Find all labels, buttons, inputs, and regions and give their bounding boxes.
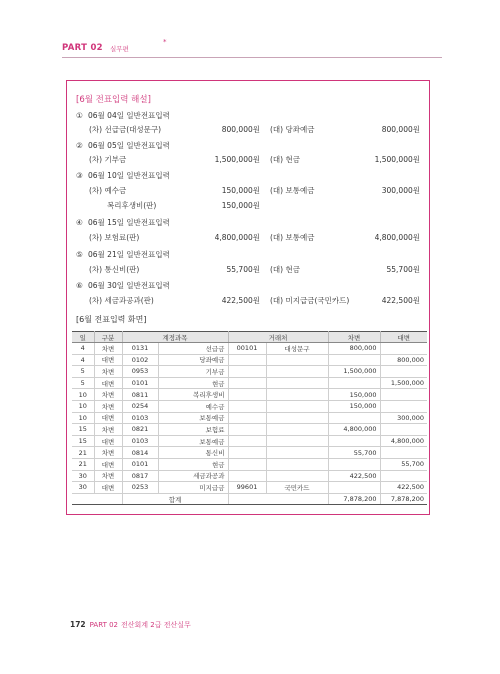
table-cell: 4,800,000	[328, 424, 380, 436]
table-cell: 5	[72, 377, 94, 389]
table-total-row	[72, 493, 427, 505]
table-cell: 차변	[94, 447, 122, 459]
table-cell	[266, 447, 328, 459]
table-cell: 21	[72, 447, 94, 459]
table-cell	[266, 470, 328, 482]
table-cell: 차변	[94, 343, 122, 355]
table-cell: 300,000	[380, 412, 427, 424]
table-cell: 대성문구	[266, 343, 328, 355]
entry-3-credit-amt: 300,000원	[381, 186, 420, 195]
table-cell: 보험료	[158, 424, 228, 436]
entry-2-credit-amt: 1,500,000원	[374, 155, 420, 164]
table-cell: 800,000	[328, 343, 380, 355]
table-cell	[380, 400, 427, 412]
entry-1-debit-amt: 800,000원	[221, 125, 260, 134]
table-cell: 00101	[228, 343, 266, 355]
table-cell	[228, 389, 266, 401]
table-cell: 99601	[228, 482, 266, 494]
table-cell: 15	[72, 435, 94, 447]
table-cell: 0103	[122, 435, 158, 447]
table-cell: 4	[72, 343, 94, 355]
table-cell: 0101	[122, 458, 158, 470]
table-cell	[266, 389, 328, 401]
entry-6-title: ⑥ 06월 30일 일반전표입력	[76, 281, 170, 290]
entry-3-debit-amt-2: 150,000원	[221, 201, 260, 210]
table-cell: 0103	[122, 412, 158, 424]
table-cell	[228, 470, 266, 482]
table-cell: 150,000	[328, 400, 380, 412]
table-cell: 대변	[94, 412, 122, 424]
part-subtitle: 실무편	[110, 45, 129, 53]
entry-1-credit-amt: 800,000원	[381, 125, 420, 134]
table-cell	[380, 470, 427, 482]
entry-6-credit-acct: (대) 미지급금(국민카드)	[270, 296, 350, 305]
col-debit: 차변	[328, 332, 380, 343]
entry-5-debit-acct: (차) 통신비(판)	[89, 265, 140, 274]
table-cell	[266, 424, 328, 436]
entry-5-debit-amt: 55,700원	[226, 265, 260, 274]
table-row	[72, 424, 427, 436]
table-cell: 21	[72, 458, 94, 470]
table-cell	[266, 377, 328, 389]
table-cell: 0131	[122, 343, 158, 355]
table-row	[72, 377, 427, 389]
entry-4-title: ④ 06월 15일 일반전표입력	[76, 218, 170, 227]
table-cell: 국민카드	[266, 482, 328, 494]
table-cell: 차변	[94, 366, 122, 378]
header-rule	[62, 57, 442, 58]
table-row	[72, 354, 427, 366]
table-row	[72, 343, 427, 355]
table-cell: 30	[72, 482, 94, 494]
table-row	[72, 412, 427, 424]
table-cell	[328, 458, 380, 470]
total-label: 합계	[122, 493, 228, 505]
table-cell: 미지급금	[158, 482, 228, 494]
table-row	[72, 366, 427, 378]
table-cell	[228, 493, 328, 505]
table-cell: 15	[72, 424, 94, 436]
table-cell: 대변	[94, 458, 122, 470]
table-cell	[266, 435, 328, 447]
table-cell: 차변	[94, 400, 122, 412]
table-cell	[266, 400, 328, 412]
table-cell: 현금	[158, 458, 228, 470]
table-cell: 1,500,000	[328, 366, 380, 378]
table-cell	[228, 458, 266, 470]
part-label: PART 02	[62, 43, 103, 53]
entry-6-debit-acct: (차) 세금과공과(판)	[89, 296, 154, 305]
table-row	[72, 389, 427, 401]
entry-5-credit-amt: 55,700원	[386, 265, 420, 274]
footer-title: 전산회계 2급 전산실무	[120, 621, 191, 629]
table-cell	[228, 354, 266, 366]
table-cell: 10	[72, 412, 94, 424]
table-cell	[328, 435, 380, 447]
header-mark: *	[163, 38, 167, 46]
footer-part: PART 02	[89, 621, 118, 629]
entry-4-debit-amt: 4,800,000원	[214, 233, 260, 242]
table-cell	[266, 412, 328, 424]
table-cell	[72, 493, 122, 505]
entry-3-credit-acct: (대) 보통예금	[270, 186, 315, 195]
table-cell: 0102	[122, 354, 158, 366]
page-header	[62, 38, 442, 57]
table-cell: 10	[72, 389, 94, 401]
table-cell: 대변	[94, 482, 122, 494]
table-cell: 150,000	[328, 389, 380, 401]
table-cell: 800,000	[380, 354, 427, 366]
table-cell	[328, 354, 380, 366]
table-cell: 현금	[158, 377, 228, 389]
table-cell: 0253	[122, 482, 158, 494]
entry-4-debit-acct: (차) 보험료(판)	[89, 233, 140, 242]
table-cell	[228, 447, 266, 459]
table-cell	[228, 424, 266, 436]
entry-2-title: ② 06월 05일 일반전표입력	[76, 141, 170, 150]
table-cell: 4,800,000	[380, 435, 427, 447]
table-cell	[228, 377, 266, 389]
table-cell	[328, 412, 380, 424]
table-cell	[380, 424, 427, 436]
table-cell: 0254	[122, 400, 158, 412]
table-header-row	[72, 332, 427, 343]
table-cell: 세금과공과	[158, 470, 228, 482]
table-cell	[328, 482, 380, 494]
table-cell: 선급금	[158, 343, 228, 355]
table-cell: 55,700	[380, 458, 427, 470]
table-cell	[380, 366, 427, 378]
table-cell: 보통예금	[158, 435, 228, 447]
table-cell: 422,500	[328, 470, 380, 482]
col-account: 계정과목	[122, 332, 228, 343]
entry-3-debit-amt: 150,000원	[221, 186, 260, 195]
entry-1-title: ① 06월 04일 일반전표입력	[76, 111, 170, 120]
table-cell: 예수금	[158, 400, 228, 412]
section-title: [6월 전표입력 해설]	[76, 95, 151, 105]
table-cell: 0811	[122, 389, 158, 401]
entry-1-debit-acct: (차) 선급금(대성문구)	[89, 125, 162, 134]
entry-6-credit-amt: 422,500원	[381, 296, 420, 305]
table-row	[72, 470, 427, 482]
table-cell: 0817	[122, 470, 158, 482]
table-cell	[266, 458, 328, 470]
table-cell: 5	[72, 366, 94, 378]
table-cell: 대변	[94, 435, 122, 447]
table-cell: 대변	[94, 354, 122, 366]
table-cell	[228, 435, 266, 447]
table-cell: 422,500	[380, 482, 427, 494]
table-cell	[328, 377, 380, 389]
table-cell	[266, 366, 328, 378]
table-row	[72, 435, 427, 447]
table-row	[72, 400, 427, 412]
table-cell: 1,500,000	[380, 377, 427, 389]
table-row	[72, 482, 427, 494]
table-cell: 차변	[94, 470, 122, 482]
entry-2-debit-acct: (차) 기부금	[89, 155, 127, 164]
table-cell: 30	[72, 470, 94, 482]
table-cell: 0101	[122, 377, 158, 389]
table-row	[72, 447, 427, 459]
table-cell	[380, 389, 427, 401]
table-cell: 차변	[94, 424, 122, 436]
total-debit: 7,878,200	[328, 493, 380, 505]
entry-3-debit-acct: (차) 예수금	[89, 186, 127, 195]
table-cell	[228, 412, 266, 424]
col-type: 구분	[94, 332, 122, 343]
entry-5-title: ⑤ 06월 21일 일반전표입력	[76, 250, 170, 259]
col-partner: 거래처	[228, 332, 328, 343]
entry-6-debit-amt: 422,500원	[221, 296, 260, 305]
entry-2-credit-acct: (대) 현금	[270, 155, 300, 164]
entry-4-credit-amt: 4,800,000원	[374, 233, 420, 242]
table-cell: 복리후생비	[158, 389, 228, 401]
journal-table	[72, 331, 427, 505]
table-cell: 4	[72, 354, 94, 366]
table-cell: 보통예금	[158, 412, 228, 424]
table-cell: 55,700	[328, 447, 380, 459]
entry-3-debit-acct-2: 복리후생비(판)	[107, 201, 157, 210]
col-credit: 대변	[380, 332, 427, 343]
entry-5-credit-acct: (대) 현금	[270, 265, 300, 274]
table-cell: 0821	[122, 424, 158, 436]
entry-3-title: ③ 06월 10일 일반전표입력	[76, 171, 170, 180]
table-cell	[228, 366, 266, 378]
table-cell: 당좌예금	[158, 354, 228, 366]
table-title: [6월 전표입력 화면]	[76, 315, 147, 324]
table-cell: 10	[72, 400, 94, 412]
table-cell	[380, 343, 427, 355]
entry-2-debit-amt: 1,500,000원	[214, 155, 260, 164]
table-cell: 대변	[94, 377, 122, 389]
table-cell: 차변	[94, 389, 122, 401]
entry-4-credit-acct: (대) 보통예금	[270, 233, 315, 242]
table-cell: 통신비	[158, 447, 228, 459]
col-day: 일	[72, 332, 94, 343]
table-cell	[266, 354, 328, 366]
table-cell	[380, 447, 427, 459]
table-cell: 0814	[122, 447, 158, 459]
table-row	[72, 458, 427, 470]
entry-1-credit-acct: (대) 당좌예금	[270, 125, 315, 134]
table-cell: 기부금	[158, 366, 228, 378]
total-credit: 7,878,200	[380, 493, 427, 505]
table-cell: 0953	[122, 366, 158, 378]
page-number: 172	[70, 620, 86, 629]
table-cell	[228, 400, 266, 412]
page-footer	[70, 620, 191, 630]
